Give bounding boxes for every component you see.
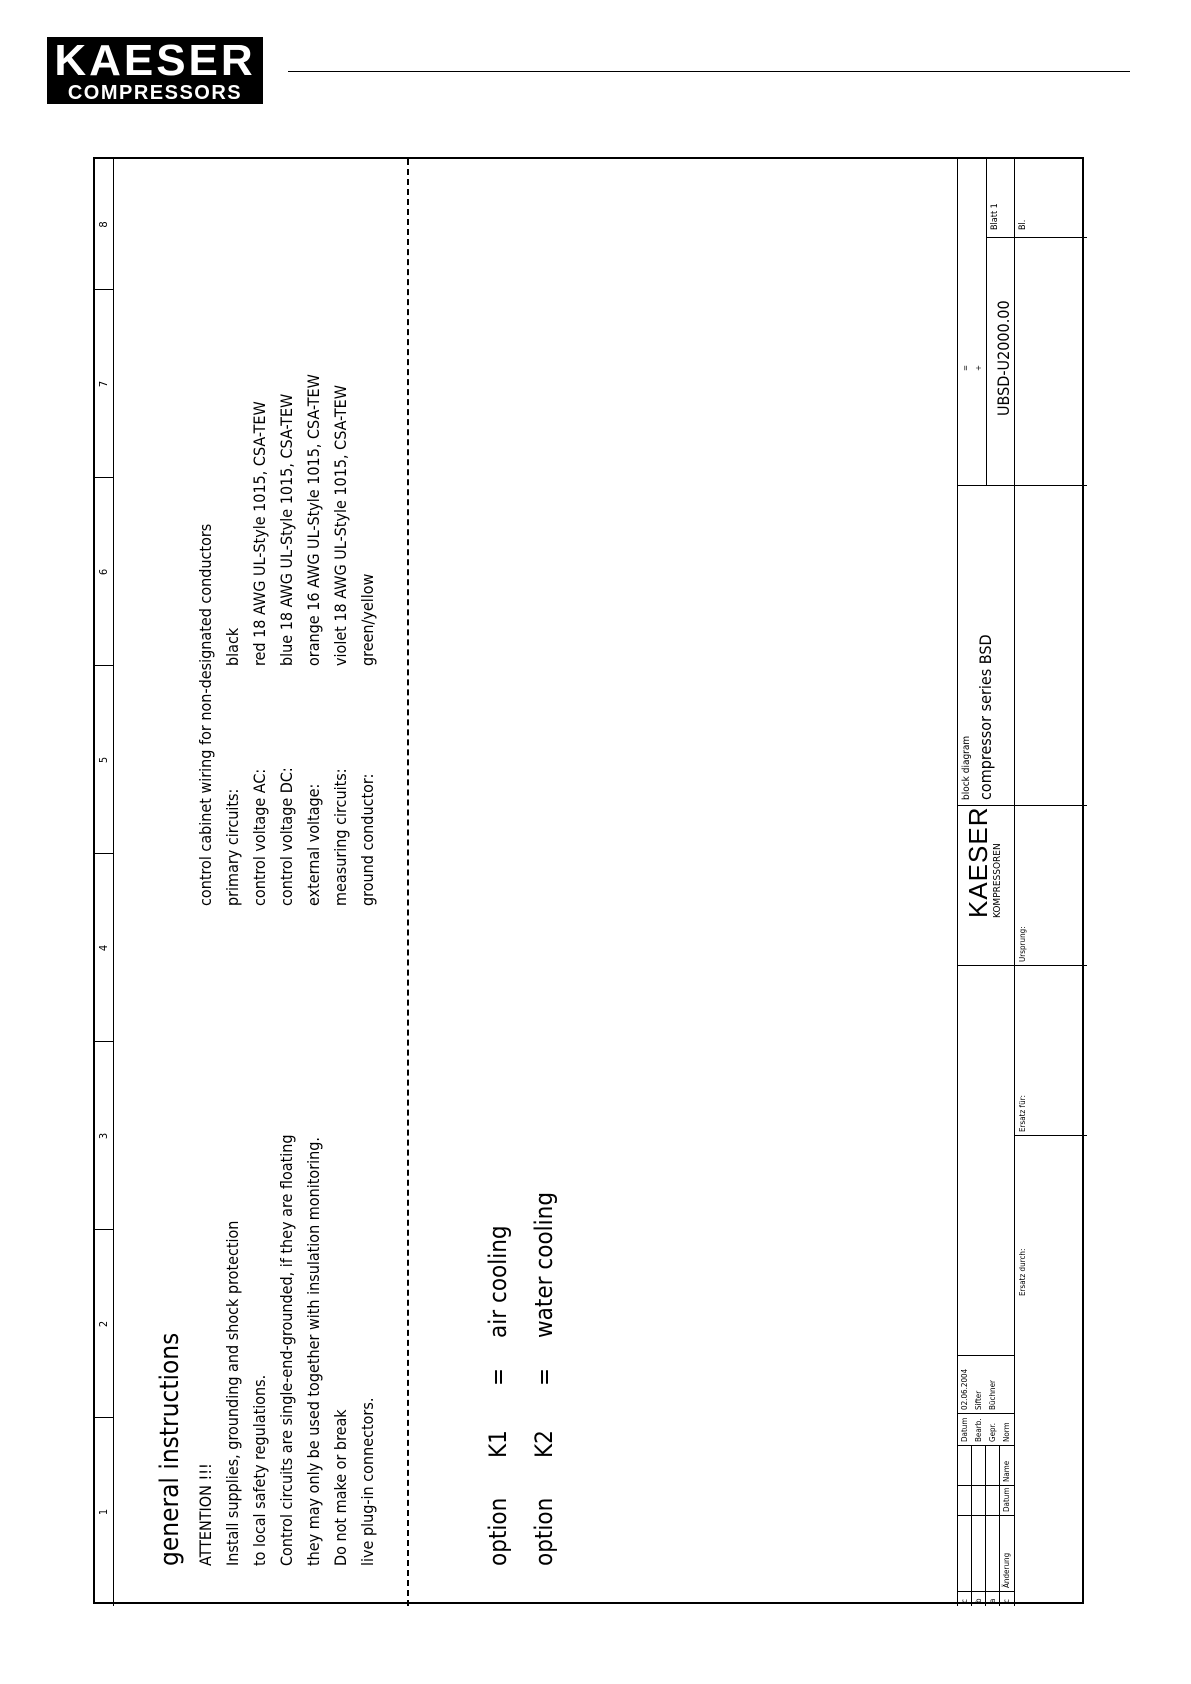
drawing-description: compressor series BSD bbox=[976, 634, 995, 800]
tb-line bbox=[958, 1591, 1014, 1592]
tb-line bbox=[986, 237, 1087, 238]
tb-line bbox=[1014, 159, 1015, 238]
approval-bearb-label: Bearb. bbox=[974, 1418, 983, 1442]
wiring-label: primary circuits: bbox=[223, 788, 242, 906]
column-number: 1 bbox=[97, 1508, 110, 1516]
logo-wordmark: KAESER bbox=[54, 36, 256, 85]
approval-norm-label: Norm bbox=[1002, 1422, 1011, 1442]
sheet-label: Blatt 1 bbox=[990, 203, 1000, 230]
section-divider bbox=[407, 159, 409, 1606]
wiring-label: ground conductor: bbox=[358, 773, 377, 906]
wiring-label: measuring circuits: bbox=[331, 768, 350, 906]
column-number: 7 bbox=[97, 380, 110, 388]
rev-letter: a bbox=[988, 1598, 997, 1603]
instruction-line: Do not make or break bbox=[331, 1409, 350, 1566]
title-block-brand-sub: KOMPRESSOREN bbox=[992, 843, 1003, 918]
wiring-value: black bbox=[223, 627, 242, 666]
tb-line bbox=[958, 1355, 1014, 1356]
tb-line bbox=[971, 1446, 972, 1606]
approval-datum-value: 02.06.2004 bbox=[960, 1368, 969, 1410]
tb-line bbox=[1014, 159, 1015, 1606]
mark-equals: = bbox=[961, 364, 970, 371]
wiring-label: external voltage: bbox=[304, 783, 323, 906]
approval-datum-label: Datum bbox=[960, 1417, 969, 1442]
general-instructions-title: general instructions bbox=[155, 1332, 185, 1566]
kaeser-logo bbox=[47, 37, 263, 104]
option-label: option bbox=[530, 1497, 558, 1566]
option-equals: = bbox=[530, 1367, 558, 1386]
wiring-value: violet 18 AWG UL-Style 1015, CSA-TEW bbox=[331, 385, 350, 666]
tb-line bbox=[958, 1515, 1014, 1516]
column-number: 8 bbox=[97, 221, 110, 228]
origin-label: Ursprung: bbox=[1018, 926, 1027, 962]
replaces-label: Ersatz für: bbox=[1018, 1095, 1027, 1132]
logo-subline: COMPRESSORS bbox=[67, 82, 243, 104]
instruction-line: they may only be used together with insulation monitoring. bbox=[304, 1137, 323, 1566]
option-code: K2 bbox=[530, 1430, 558, 1458]
approval-bearb-value: Sifter bbox=[974, 1390, 983, 1410]
drawing-sheet bbox=[93, 157, 1084, 1604]
drawing-sheet-content bbox=[95, 159, 1086, 1606]
instruction-line: Control circuits are single-end-grounded, if they are floating bbox=[277, 1134, 296, 1566]
instruction-line: live plug-in connectors. bbox=[358, 1397, 377, 1566]
wiring-value: green/yellow bbox=[358, 573, 377, 666]
wiring-value: red 18 AWG UL-Style 1015, CSA-TEW bbox=[250, 401, 269, 666]
instruction-line: ATTENTION !!! bbox=[196, 1463, 215, 1566]
tb-line bbox=[1014, 965, 1087, 966]
tb-line bbox=[1014, 1135, 1087, 1136]
tb-line bbox=[958, 805, 1087, 806]
title-block bbox=[957, 159, 1086, 1606]
wiring-value: blue 18 AWG UL-Style 1015, CSA-TEW bbox=[277, 393, 296, 666]
rev-letter: b bbox=[974, 1598, 983, 1603]
sheet-abbr: Bl. bbox=[1018, 219, 1028, 230]
wiring-value: orange 16 AWG UL-Style 1015, CSA-TEW bbox=[304, 374, 323, 666]
option-description: water cooling bbox=[530, 1191, 558, 1338]
tb-line bbox=[958, 1445, 1014, 1446]
diagram-type: block diagram bbox=[961, 735, 972, 800]
tb-line bbox=[986, 159, 987, 486]
tb-line bbox=[999, 1446, 1000, 1606]
column-number-strip bbox=[95, 159, 114, 1606]
tb-line bbox=[958, 965, 1014, 966]
tb-line bbox=[985, 1446, 986, 1606]
rev-header-name: Name bbox=[1002, 1460, 1011, 1482]
wiring-label: control voltage AC: bbox=[250, 768, 269, 906]
rev-header-date: Datum bbox=[1002, 1487, 1011, 1512]
approval-gepr-label: Gepr. bbox=[988, 1422, 997, 1442]
tb-line bbox=[958, 1413, 1014, 1414]
column-number: 5 bbox=[97, 756, 110, 764]
rev-header-change: Änderung bbox=[1002, 1552, 1011, 1588]
column-number: 2 bbox=[97, 1320, 110, 1328]
rev-letter-c: c bbox=[1002, 1599, 1011, 1603]
header-rule bbox=[288, 71, 1130, 72]
option-code: K1 bbox=[484, 1430, 512, 1458]
title-block-brand: KAESER bbox=[963, 806, 993, 918]
option-label: option bbox=[484, 1497, 512, 1566]
replaced-by-label: Ersatz durch: bbox=[1018, 1248, 1027, 1296]
column-number: 3 bbox=[97, 1132, 110, 1140]
column-number: 4 bbox=[97, 944, 110, 952]
approval-gepr-value: Büchner bbox=[988, 1380, 997, 1410]
wiring-heading: control cabinet wiring for non-designated conductors bbox=[196, 523, 215, 906]
instruction-line: to local safety regulations. bbox=[250, 1374, 269, 1566]
tb-line bbox=[958, 1485, 1014, 1486]
mark-plus: + bbox=[974, 364, 983, 371]
wiring-label: control voltage DC: bbox=[277, 767, 296, 906]
option-equals: = bbox=[484, 1367, 512, 1386]
option-description: air cooling bbox=[484, 1225, 512, 1338]
instruction-line: Install supplies, grounding and shock protection bbox=[223, 1220, 242, 1566]
column-number: 6 bbox=[97, 568, 110, 576]
drawing-number: UBSD-U2000.00 bbox=[994, 300, 1013, 416]
tb-line bbox=[958, 485, 1087, 486]
rev-letter: c bbox=[960, 1599, 969, 1603]
